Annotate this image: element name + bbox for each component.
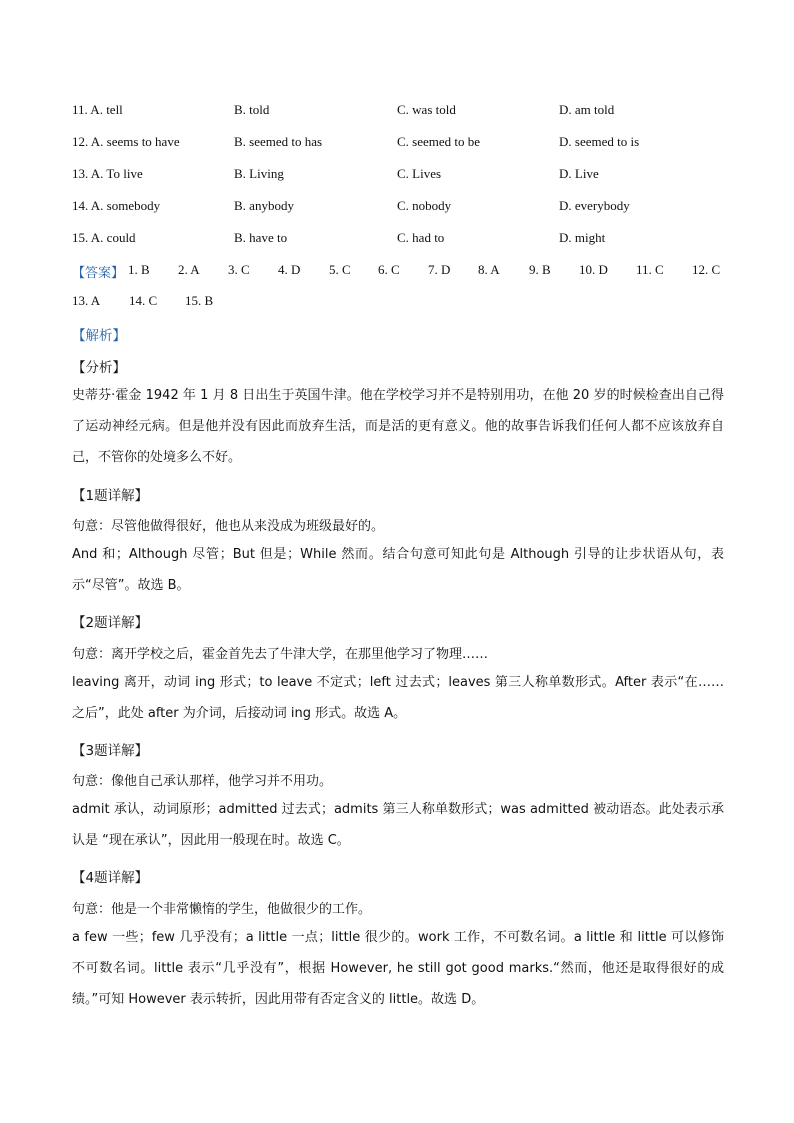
option-c: C. was told (397, 102, 456, 117)
option-b: B. seemed to has (234, 134, 323, 149)
answer-item: 9. B (529, 262, 551, 277)
option-row-12 (72, 134, 732, 154)
option-c: C. Lives (397, 166, 442, 181)
summary-paragraph: 史蒂芬·霍金 1942 年 1 月 8 日出生于英国牛津。他在学校学习并不是特别用功，在他 20 岁的时候检查出自己得了运动神经元病。但是他并没有因此而放弃生活，而是活的更有意义。他的故事告诉我们任何人都不应该放弃自己，不管你的处境多么不好。 (72, 388, 724, 465)
option-d: D. seemed to is (559, 134, 640, 149)
option-c: C. nobody (397, 198, 452, 213)
answer-item: 10. D (579, 262, 608, 277)
option-d: D. am told (559, 102, 615, 117)
detail-1-heading: 【1题详解】 (72, 488, 149, 504)
answer-key-row-1 (72, 262, 732, 282)
option-d: D. Live (559, 166, 599, 181)
answer-item: 2. A (178, 262, 200, 277)
detail-4-heading: 【4题详解】 (72, 870, 149, 886)
option-a: 14. A. somebody (72, 198, 161, 213)
option-c: C. seemed to be (397, 134, 481, 149)
analysis-label: 【解析】 (72, 328, 126, 344)
answer-key-row-2 (72, 293, 732, 313)
fenxi-heading: 【分析】 (72, 360, 126, 376)
option-a: 11. A. tell (72, 102, 123, 117)
option-d: D. everybody (559, 198, 630, 213)
detail-1-explanation: And 和；Although 尽管；But 但是；While 然而。结合句意可知此句是 Although 引导的让步状语从句，表示“尽管”。故选 B。 (72, 547, 724, 593)
answer-item: 7. D (428, 262, 451, 277)
option-d: D. might (559, 230, 606, 245)
detail-4-sentence: 句意：他是一个非常懒惰的学生，他做很少的工作。 (72, 902, 372, 917)
detail-2-heading: 【2题详解】 (72, 615, 149, 631)
detail-3-sentence: 句意：像他自己承认那样，他学习并不用功。 (72, 774, 333, 789)
option-b: B. told (234, 102, 270, 117)
answer-item: 11. C (636, 262, 664, 277)
option-c: C. had to (397, 230, 445, 245)
answer-item: 1. B (128, 262, 150, 277)
option-b: B. Living (234, 166, 284, 181)
answer-label: 【答案】 (72, 266, 125, 281)
option-a: 13. A. To live (72, 166, 143, 181)
option-b: B. anybody (234, 198, 294, 213)
answer-item: 12. C (692, 262, 721, 277)
option-row-14 (72, 198, 732, 218)
answer-item: 13. A (72, 293, 101, 308)
option-a: 15. A. could (72, 230, 136, 245)
option-b: B. have to (234, 230, 288, 245)
detail-3-explanation: admit 承认，动词原形；admitted 过去式；admits 第三人称单数形式；was admitted 被动语态。此处表示承认是 “现在承认”，因此用一般现在时。故选 C。 (72, 802, 724, 848)
answer-item: 6. C (378, 262, 400, 277)
option-row-15 (72, 230, 732, 250)
answer-item: 3. C (228, 262, 250, 277)
option-row-11 (72, 102, 732, 122)
detail-4-explanation: a few 一些；few 几乎没有；a little 一点；little 很少的。work 工作，不可数名词。a little 和 little 可以修饰不可数名词。little 表示“几乎没有”，根据 However, he still got good marks.“然而，他还是取得很好的成绩。”可知 However 表示转折，因此用带有否定含义的 little。故选 D。 (72, 930, 724, 1007)
option-a: 12. A. seems to have (72, 134, 180, 149)
answer-item: 4. D (278, 262, 301, 277)
detail-2-explanation: leaving 离开，动词 ing 形式；to leave 不定式；left 过去式；leaves 第三人称单数形式。After 表示“在……之后”，此处 after 为介词，后接动词 ing 形式。故选 A。 (72, 675, 724, 721)
answer-item: 5. C (329, 262, 351, 277)
detail-2-sentence: 句意：离开学校之后，霍金首先去了牛津大学，在那里他学习了物理…… (72, 647, 489, 662)
answer-item: 15. B (185, 293, 214, 308)
detail-1-sentence: 句意：尽管他做得很好，他也从来没成为班级最好的。 (72, 519, 385, 534)
detail-3-heading: 【3题详解】 (72, 743, 149, 759)
answer-item: 14. C (129, 293, 158, 308)
option-row-13 (72, 166, 732, 186)
answer-item: 8. A (478, 262, 500, 277)
